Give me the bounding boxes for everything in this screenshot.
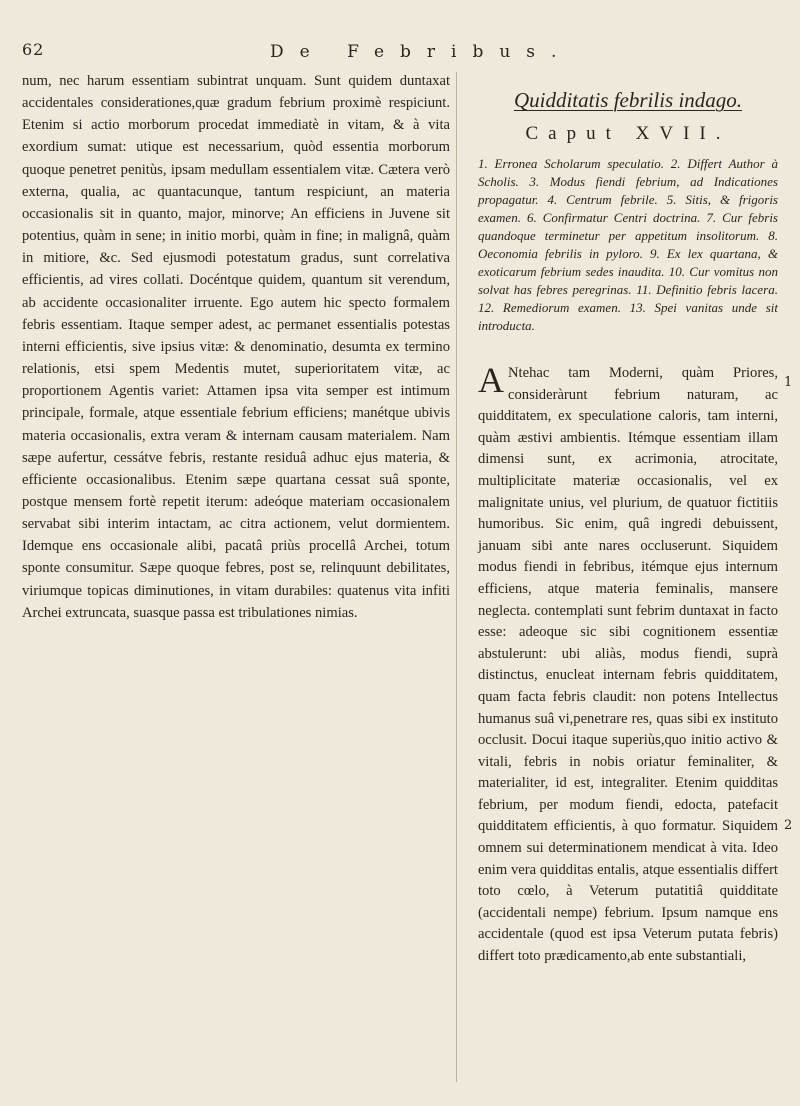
column-divider — [456, 72, 457, 1082]
running-title: De Febribus. — [270, 42, 573, 62]
margin-number: 1 — [784, 375, 793, 390]
section-title: Quidditatis febrilis indago. — [513, 88, 743, 112]
margin-number: 2 — [784, 818, 793, 833]
left-column-text: num, nec harum essentiam subintrat unquam. Sunt quidem duntaxat accidentales considerationes,quæ gradum febrium proximè respiciunt. Etenim si actio morborum procedat immediatè in vitam, & à vita exordium sumat: utique est necessarium, quòd essentia morborum quoque penetret penitùs, ipsam medullam essentialem vitæ. Cætera verò externa, qualia, ac quantacunque, tantum respiciunt, an materia occasionalis sit in quanto, major, minorve; An efficiens in Juvene sit potentius, quàm in sene; in initio morbi, quàm in fine; in malignâ, quàm in mitiore, &c. Sed ejusmodi potestatum gradus, sunt correlativa efficientis, ad vires collati. Docéntque quidem, quantum sit verendum, ab accidente occasionaliter irruente. Ego autem hic specto formalem febris essentiam. Itaque semper adest, ac permanet essentialis potestas interni efficientis, sive ipsius vitæ: & denominatio, desumta ex termino relationis, etsi spem Medentis mutet, superioritatem vitæ, ac proportionem Agentis variet: Attamen ipsa vita semper est intimum principale, formale, atque essentiale febrium efficiens; manétque ubivis materia occasionalis, extra veram & internam causam materialem. Nam sæpe aufertur, cessátve febris, restante residuâ adhuc ejus materia, & efficiente occasionalibus. Etenim sæpe quartana cessat suâ sponte, postque mensem fortè repetit iterum: adeóque materiam occasionalem servabat sibi interim intactam, ac citra actionem, velut dormientem. Idemque ens occasionale alibi, pacatâ priùs procellâ Archei, totum sponte consumitur. Sæpe quoque febres, post se, relinquunt debilitates, viriumque topicas diminutiones, in vitam durabiles: quatenus vita infiti Archei extruncata, suasque passa est tribulationes nimias. — [22, 73, 450, 621]
chapter-body-text: Ntehac tam Moderni, quàm Priores, consideràrunt febrium naturam, ac quidditatem, ex speculatione caloris, tam interni, quàm æstivi ambientis. Itémque essentiam illam dimensi sunt, ex acrimonia, atrocitate, multiplicitate materiæ occasionalis, vel ex malignitate unius, vel plurium, de quatuor fictitiis humoribus. Sic enim, quâ ingredi debuissent, januam sibi ante nares occluserunt. Siquidem modus fiendi in febribus, itémque ejus internum efficiens, atque materia feminalis, mansere neglecta. contemplati sunt febrim duntaxat in facto esse: adeoque sic sibi cognitionem essentiæ abstulerunt: ubi aliàs, modus fiendi, suprà distinctus, enucleat internam febris quidditatem, quam facta febris claudit: non potens Intellectus humanus suâ vi,penetrare res, quas sibi ex instituto occlusit. Docui itaque superiùs,quo initio activo & vitali, febris in nobis oriatur feminaliter, & materialiter, id est, integraliter. Etenim quidditas febrium, per modum fiendi, edocta, patefacit quidditatem efficientis, à quo formatur. Siquidem omnem sui determinationem mendicat à vita. Ideo enim vera quidditas entalis, atque essentialis differt toto cœlo, à Veterum putatitiâ quidditate (accidentali nempe) febrium. Ipsum namque ens accidentale (quod est ipsa Veterum putata febris) differt toto prædicamento,ab ente substantiali, — [478, 365, 778, 965]
right-column — [478, 88, 778, 968]
chapter-summary: 1. Erronea Scholarum speculatio. 2. Differt Author à Scholis. 3. Modus fiendi febrium, ad Indicationes propagatur. 4. Centrum febrile. 5. Sitis, & frigoris examen. 6. Confirmatur Centri doctrina. 7. Cur febris quandoque terminetur per appetitum insolitorum. 8. Oeconomia febrilis in pyloro. 9. Ex lex quartana, & exoticarum febrium sedes inaudita. 10. Cur vomitus non solvat has febres peregrinas. 11. Definitio febris lacera. 12. Remediorum examen. 13. Spei vanitas unde sit introducta. — [478, 156, 778, 333]
drop-cap: A — [478, 360, 504, 400]
chapter-body — [478, 360, 778, 968]
chapter-title: Caput XVII. — [525, 123, 731, 144]
page-number: 62 — [22, 40, 45, 59]
